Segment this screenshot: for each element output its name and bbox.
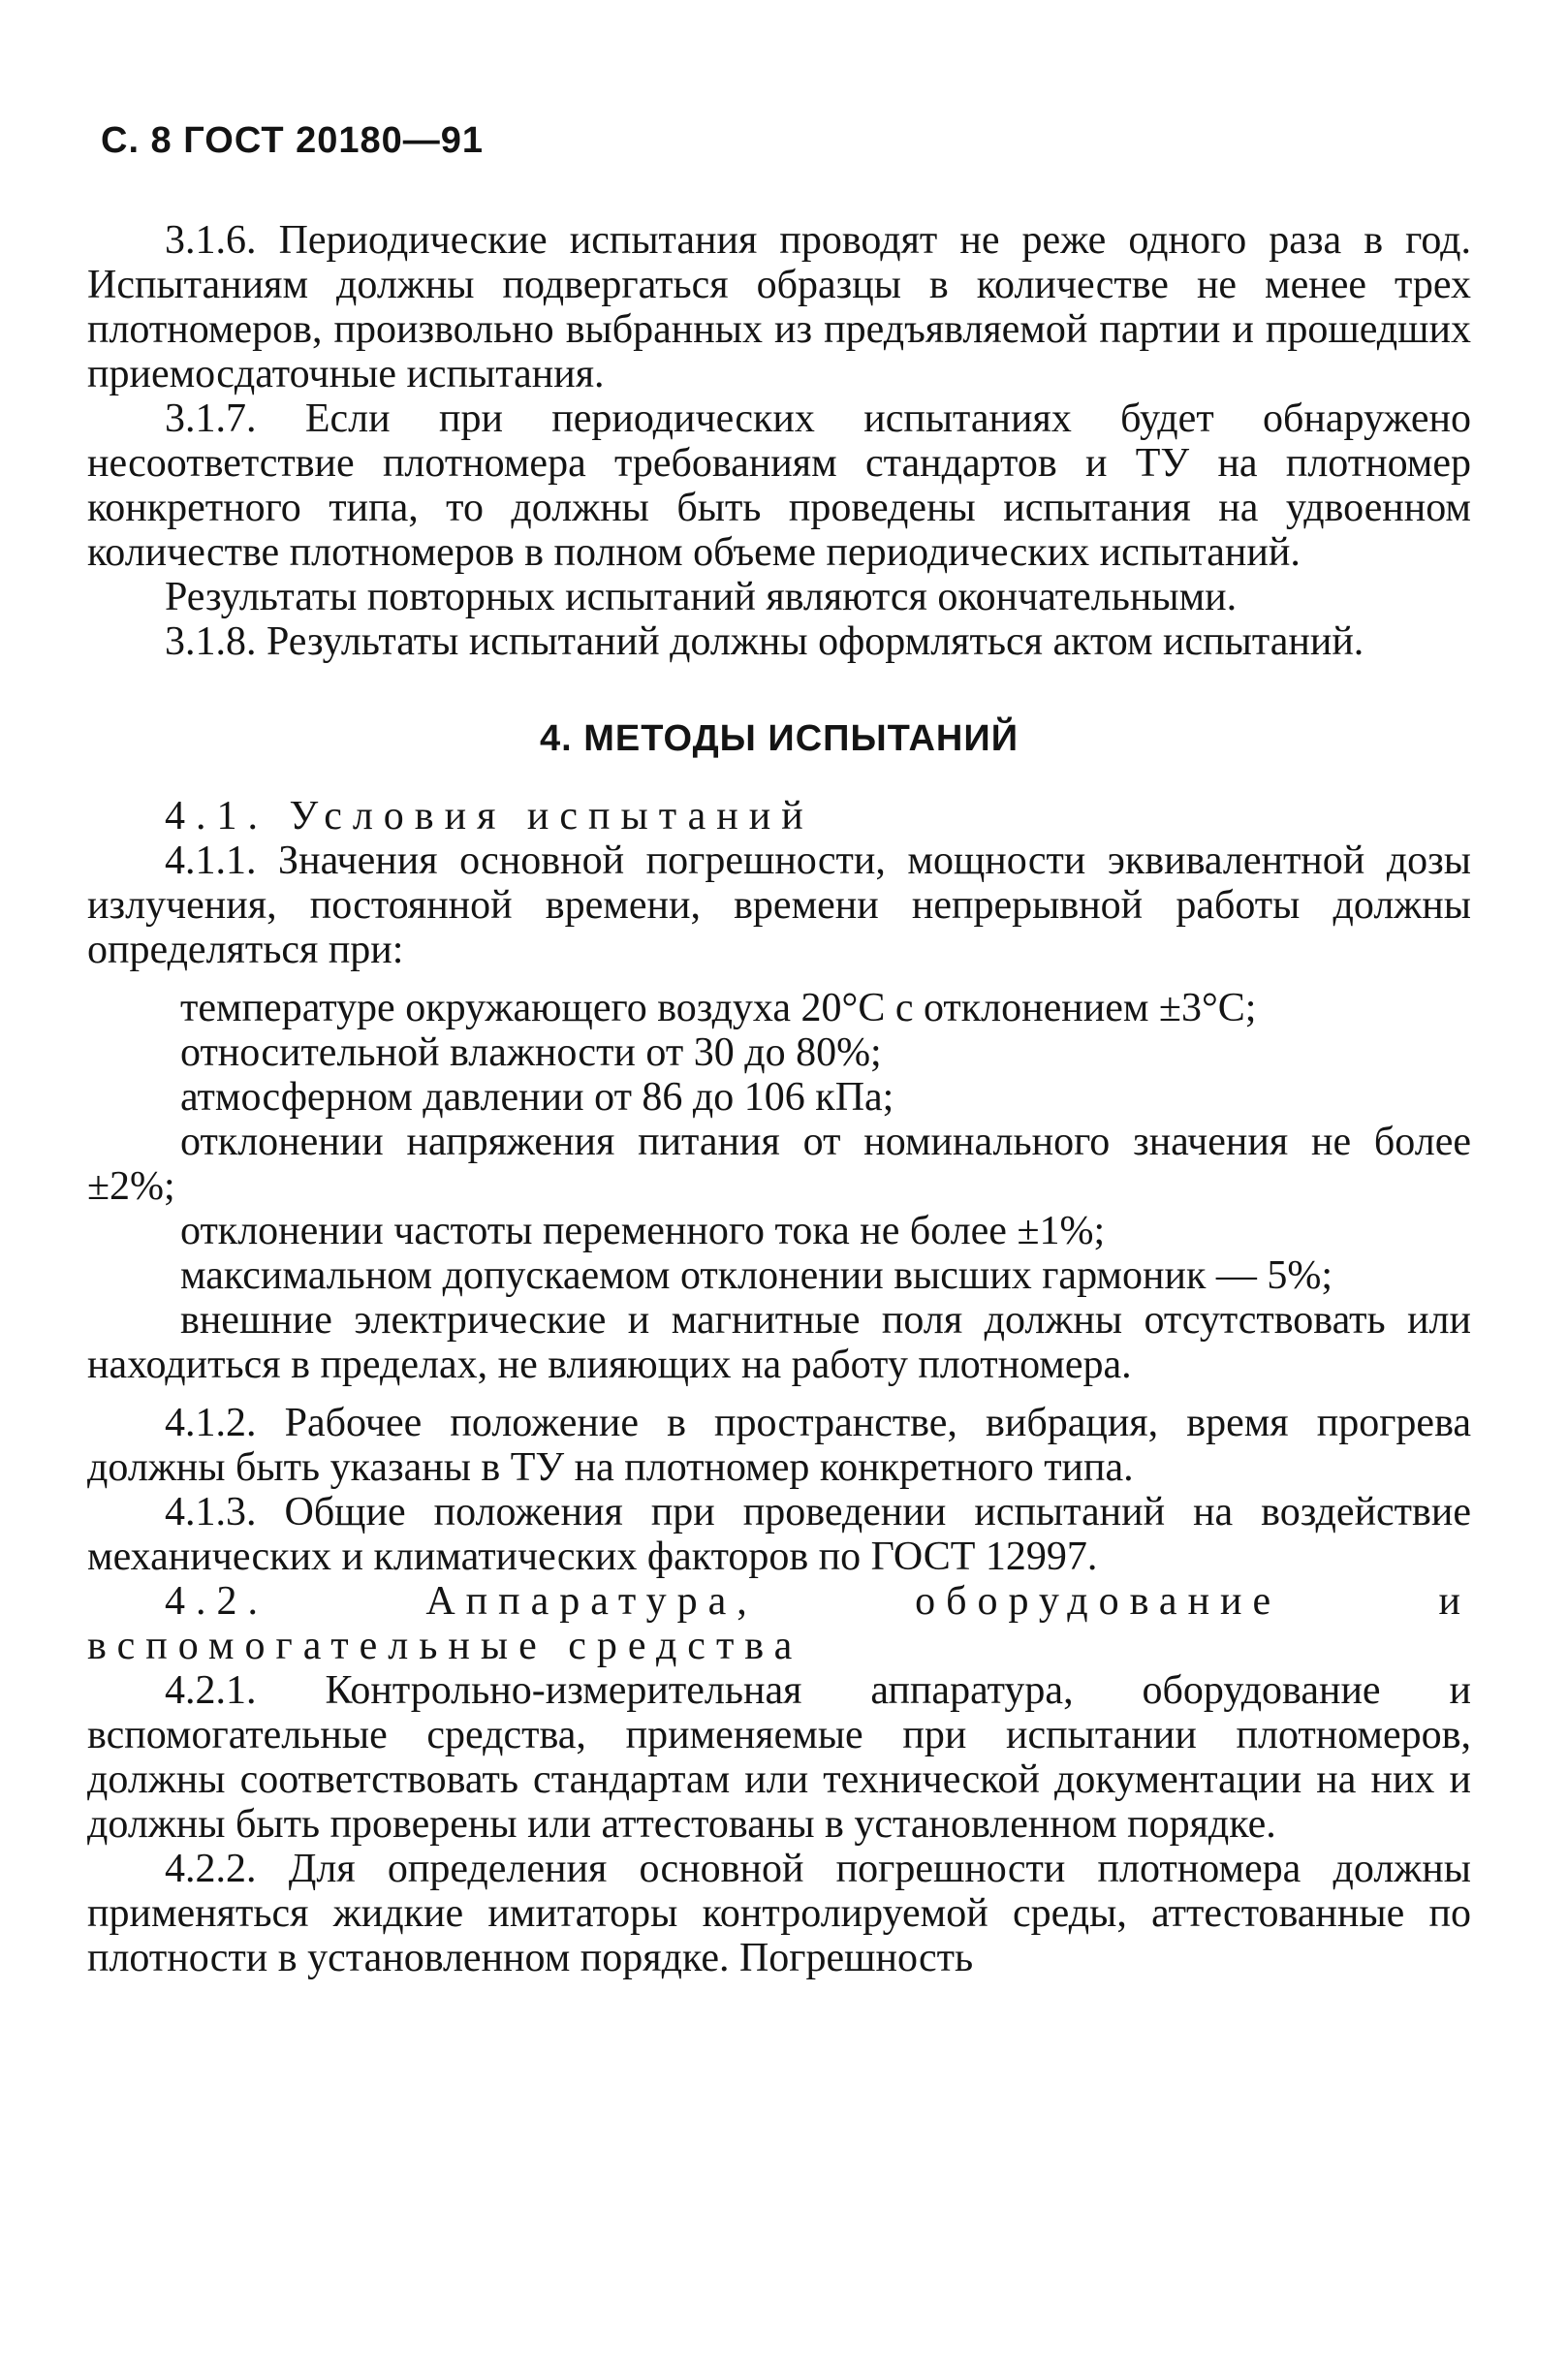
paragraph-3-1-6: 3.1.6. Периодические испытания проводят не реже одного раза в год. Испытаниям должны подвергаться образцы в количестве не менее трех плотномеров, произвольно выбранных из предъявляемой партии и прошедших приемосдаточные испытания. <box>87 218 1471 396</box>
paragraph-4-2-2: 4.2.2. Для определения основной погрешности плотномера должны применяться жидкие имитаторы контролируемой среды, аттестованные по плотности в установленном порядке. Погрешность <box>87 1847 1471 1980</box>
subsection-4-1-title: 4.1. Условия испытаний <box>165 794 814 838</box>
document-body <box>87 218 1471 1980</box>
page-header: С. 8 ГОСТ 20180—91 <box>101 120 485 161</box>
subsection-4-2-title: 4.2. Аппаратура, оборудование и вспомогательные средства <box>87 1579 1471 1668</box>
condition-fields: внешние электрические и магнитные поля должны отсутствовать или находиться в пределах, не влияющих на работу плотномера. <box>87 1298 1471 1387</box>
paragraph-results-repeat: Результаты повторных испытаний являются окончательными. <box>165 575 1238 619</box>
paragraph-3-1-7: 3.1.7. Если при периодических испытаниях будет обнаружено несоответствие плотномера требованиям стандартов и ТУ на плотномер конкретного типа, то должны быть проведены испытания на удвоенном количестве плотномеров в полном объеме периодических испытаний. <box>87 396 1471 575</box>
condition-voltage: отклонении напряжения питания от номинального значения не более ±2%; <box>87 1120 1471 1209</box>
paragraph-4-1-3: 4.1.3. Общие положения при проведении испытаний на воздействие механических и климатических факторов по ГОСТ 12997. <box>87 1490 1471 1579</box>
paragraph-4-1-2: 4.1.2. Рабочее положение в пространстве, вибрация, время прогрева должны быть указаны в ТУ на плотномер конкретного типа. <box>87 1401 1471 1490</box>
condition-harmonics: максимальном допускаемом отклонении высших гармоник — 5%; <box>180 1253 1333 1298</box>
condition-pressure: атмосферном давлении от 86 до 106 кПа; <box>180 1075 894 1120</box>
condition-temperature: температуре окружающего воздуха 20°С с отклонением ±3°С; <box>180 986 1257 1030</box>
paragraph-4-2-1: 4.2.1. Контрольно-измерительная аппаратура, оборудование и вспомогательные средства, применяемые при испытании плотномеров, должны соответствовать стандартам или технической документации на них и должны быть проверены или аттестованы в установленном порядке. <box>87 1668 1471 1847</box>
condition-frequency: отклонении частоты переменного тока не более ±1%; <box>180 1209 1106 1253</box>
paragraph-4-1-1: 4.1.1. Значения основной погрешности, мощности эквивалентной дозы излучения, постоянной времени, времени непрерывной работы должны определяться при: <box>87 838 1471 972</box>
paragraph-3-1-8: 3.1.8. Результаты испытаний должны оформляться актом испытаний. <box>165 619 1364 664</box>
condition-humidity: относительной влажности от 30 до 80%; <box>180 1030 882 1075</box>
section-title: 4. МЕТОДЫ ИСПЫТАНИЙ <box>540 718 1019 759</box>
conditions-list <box>87 986 1471 1387</box>
